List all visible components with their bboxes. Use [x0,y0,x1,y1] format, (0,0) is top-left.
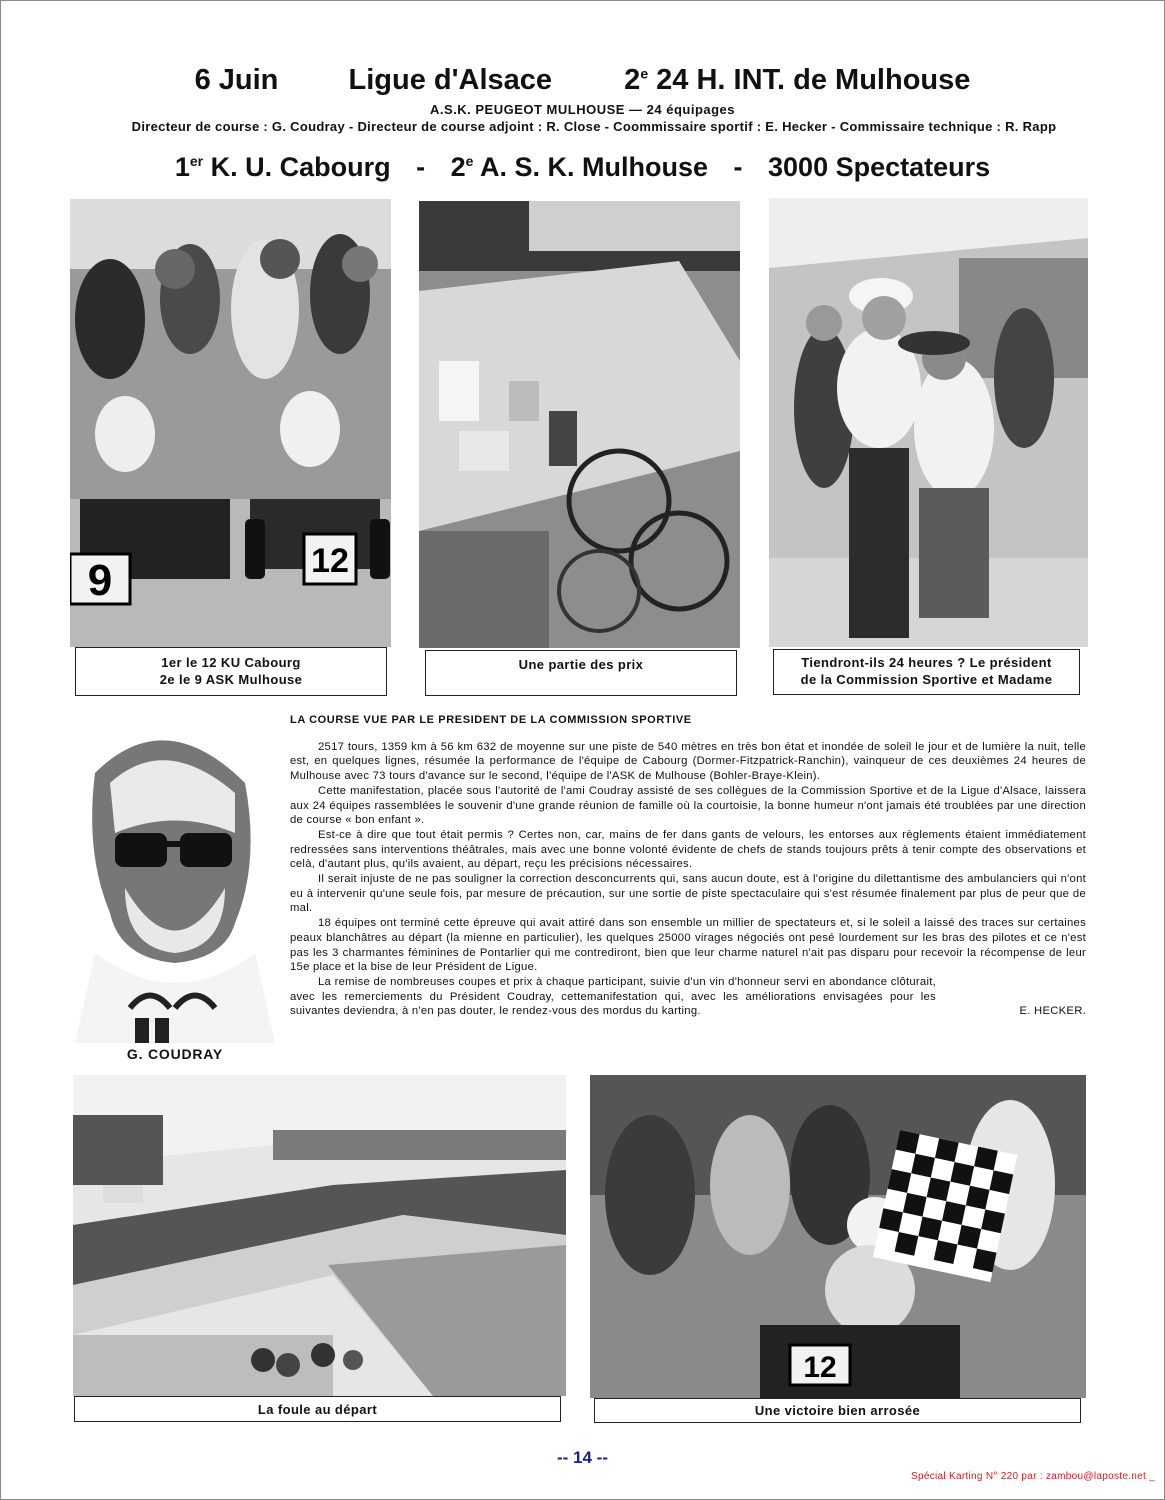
caption-dancing-couple: Tiendront-ils 24 heures ? Le président de la Commission Sportive et Madame [773,649,1080,695]
photo-crowd-start [73,1075,566,1396]
league-name: Ligue d'Alsace [348,64,553,96]
first-place-team: K. U. Cabourg [210,152,391,182]
page-headline [0,64,1165,97]
footer-credit: Spécial Karting N° 220 par : zambou@laposte.net _ [911,1471,1155,1482]
second-place-number: 2e [450,152,474,182]
caption-checkered-flag: Une victoire bien arrosée [594,1398,1081,1423]
caption-prizes: Une partie des prix [425,650,737,696]
photo-portrait-coudray [75,713,275,1043]
event-date: 6 Juin [194,64,279,96]
article-paragraph-3: Est-ce à dire que tout était permis ? Certes non, car, mains de fer dans gants de velours, les entorses aux règlements étaient immédiatement redressées sans interventions théâtrales, mais avec une bonne volonté évidente de chefs de stands toujours prêts à tenir compte des observations et celà, d'autant plus, qu'ils avaient, au départ, reçu les précisions nécessaires. [290,828,1086,871]
page-number: -- 14 -- [557,1448,608,1467]
article-title: LA COURSE VUE PAR LE PRESIDENT DE LA COMMISSION SPORTIVE [290,714,692,726]
article-paragraph-2: Cette manifestation, placée sous l'autorité de l'ami Coudray assisté de ses collègues de la Commission Sportive et de la Ligue d'Alsace, laissera aux 24 équipes rassemblées le souvenir d'une grande réunion de famille où la courtoisie, la bonne humeur n'ont jamais été troublées par une direction de course « bon enfant ». [290,784,1086,827]
kart-number-12-bottom: 12 [803,1351,837,1384]
article-paragraph-5: 18 équipes ont terminé cette épreuve qui avait attiré dans son ensemble un millier de spectateurs et, si le soleil a laissé des traces sur certaines peaux blanchâtres au départ (la mienne en particulier), les quelques 25000 virages négociés ont pesé lourdement sur les bras des pilotes et ce n'est pas les 3 charmantes féminines de Pontarlier qui me contrediront, bien que leur charme naturel n'ait pas disparu pour recevoir la récompense de leur 15e place et la bise de leur Président de Ligue. [290,917,1086,974]
event-name: 24 H. INT. de Mulhouse [656,64,971,96]
kart-number-12: 12 [311,542,349,580]
photo-dancing-couple [769,198,1088,647]
officials-line: Directeur de course : G. Coudray - Directeur de course adjoint : R. Close - Coommissaire sportif : E. Hecker - Commissaire technique : R. Rapp [131,119,1057,134]
portrait-caption: G. COUDRAY [126,1046,224,1062]
caption-winners: 1er le 12 KU Cabourg 2e le 9 ASK Mulhouse [75,647,387,696]
article-paragraph-6: La remise de nombreuses coupes et prix à chaque participant, suivie d'un vin d'honneur servi en abondance clôturait, avec les remerciements du Président Coudray, cettemanifestation qui, avec les améliorations envisagées pour les suivantes deviendra, à n'en pas douter, le rendez-vous des mordus du karting. [290,975,936,1018]
article-signature: E. HECKER. [1019,1005,1086,1018]
spectator-count: 3000 Spectateurs [768,152,991,182]
photo-prizes [419,201,740,648]
club-line: A.S.K. PEUGEOT MULHOUSE — 24 équipages [429,102,736,117]
kart-number-9: 9 [87,556,113,605]
article-body [290,713,1086,1019]
results-headline: 1er K. U. Cabourg - 2e A. S. K. Mulhouse - 3000 Spectateurs [174,152,991,182]
caption-crowd-start: La foule au départ [74,1396,561,1422]
second-place-team: A. S. K. Mulhouse [479,152,708,182]
article-paragraph-1: 2517 tours, 1359 km à 56 km 632 de moyenne sur une piste de 540 mètres en très bon état et inondée de soleil le jour et de lumière la nuit, telle est, en quelques lignes, résumée la performance de l'équipe de Cabourg (Dormer-Fitzpatrick-Ranchin), vainqueur de ces deuxièmes 24 heures de Mulhouse avec 73 tours d'avance sur le second, l'équipe de l'ASK de Mulhouse (Bohler-Braye-Klein). [290,740,1086,783]
article-paragraph-4: Il serait injuste de ne pas souligner la correction desconcurrents qui, sans aucun doute, est à l'origine du dilettantisme des ambulanciers qui n'ont eu à intervenir qu'une seule fois, par mesure de précaution, sur une sortie de piste spectaculaire qui s'est résumée finalement par plus de peur que de mal. [290,873,1086,915]
first-place-number: 1er [174,152,204,182]
event-number: 2e [624,64,649,96]
photo-winners-karts [70,199,391,647]
photo-checkered-flag [590,1075,1086,1398]
